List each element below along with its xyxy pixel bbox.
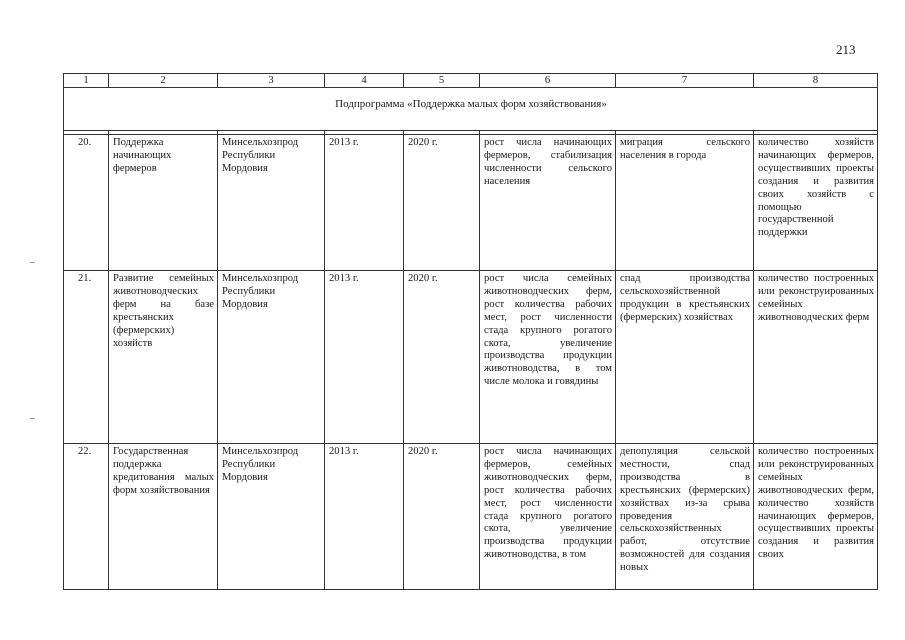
row-number: 21.: [64, 271, 109, 444]
column-number: 7: [616, 74, 754, 88]
measure-name: Развитие семейных животноводческих ферм на базе крестьянских (фермерских) хозяйств: [109, 271, 218, 444]
end-year: 2020 г.: [404, 135, 480, 271]
indicator: количество построенных или реконструированных семейных животноводческих ферм, количество хозяйств начинающих фермеров, осуществивших проекты создания и развития своих: [754, 444, 878, 590]
end-year: 2020 г.: [404, 444, 480, 590]
table-row: [64, 444, 878, 590]
expected-result: рост числа начинающих фермеров, стабилизация численности сельского населения: [480, 135, 616, 271]
risk-consequence: депопуляция сельской местности, спад производства в крестьянских (фермерских) хозяйствах из-за срыва проведения сельскохозяйственных работ, отсутствие возможностей для создания новых: [616, 444, 754, 590]
column-number: 3: [218, 74, 325, 88]
start-year: 2013 г.: [325, 271, 404, 444]
subprogram-title: Подпрограмма «Поддержка малых форм хозяйствования»: [64, 88, 878, 131]
column-number-row: [64, 74, 878, 88]
column-number: 1: [64, 74, 109, 88]
column-number: 2: [109, 74, 218, 88]
end-year: 2020 г.: [404, 271, 480, 444]
measure-name: Государственная поддержка кредитования малых форм хозяйствования: [109, 444, 218, 590]
column-number: 5: [404, 74, 480, 88]
risk-consequence: спад производства сельскохозяйственной продукции в крестьянских (фермерских) хозяйствах: [616, 271, 754, 444]
margin-mark: [30, 418, 35, 419]
executor: Минсельхозпрод Республики Мордовия: [218, 271, 325, 444]
subprogram-row: [64, 88, 878, 131]
start-year: 2013 г.: [325, 135, 404, 271]
indicator: количество построенных или реконструированных семейных животноводческих ферм: [754, 271, 878, 444]
indicator: количество хозяйств начинающих фермеров, осуществивших проекты создания и развития своих хозяйств с помощью государственной поддержки: [754, 135, 878, 271]
table-row: [64, 271, 878, 444]
executor: Минсельхозпрод Республики Мордовия: [218, 444, 325, 590]
column-number: 8: [754, 74, 878, 88]
executor: Минсельхозпрод Республики Мордовия: [218, 135, 325, 271]
plan-table: [63, 73, 878, 590]
expected-result: рост числа начинающих фермеров, семейных животноводческих ферм, рост количества рабочих мест, рост численности стада крупного рогатого скота, увеличение производства продукции животноводства, в том: [480, 444, 616, 590]
risk-consequence: миграция сельского населения в города: [616, 135, 754, 271]
margin-mark: [30, 262, 35, 263]
row-number: 22.: [64, 444, 109, 590]
row-number: 20.: [64, 135, 109, 271]
column-number: 6: [480, 74, 616, 88]
column-number: 4: [325, 74, 404, 88]
measure-name: Поддержка начинающих фермеров: [109, 135, 218, 271]
page-number: 213: [836, 42, 856, 57]
table-row: [64, 135, 878, 271]
expected-result: рост числа семейных животноводческих ферм, рост количества рабочих мест, рост численности стада крупного рогатого скота, увеличение производства продукции животноводства, в том числе молока и говядины: [480, 271, 616, 444]
start-year: 2013 г.: [325, 444, 404, 590]
